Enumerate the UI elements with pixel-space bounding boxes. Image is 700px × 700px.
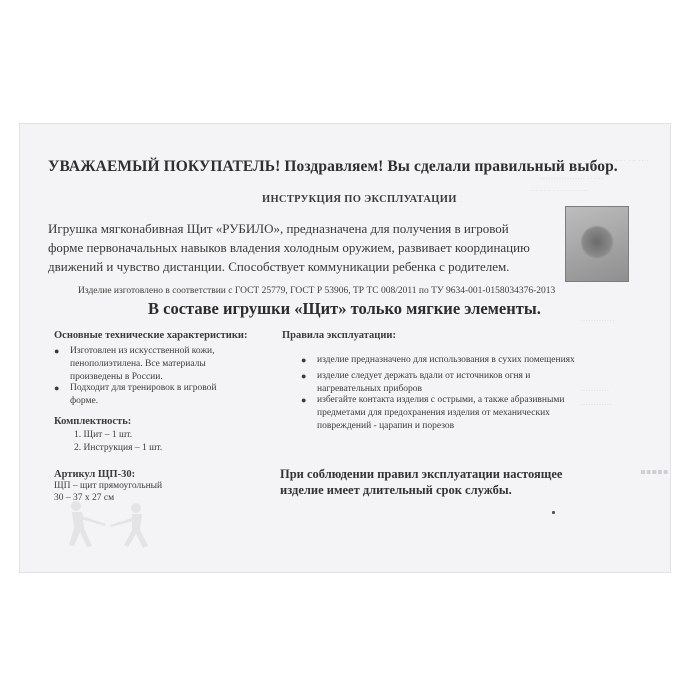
rules-line: избегайте контакта изделия с острыми, а также абразивными: [317, 395, 565, 405]
kit-item: 2. Инструкция – 1 шт.: [74, 443, 163, 453]
instruction-title: ИНСТРУКЦИЯ ПО ЭКСПЛУАТАЦИИ: [262, 194, 457, 205]
bullet-icon: ●: [54, 346, 60, 356]
article-line: ЩП – щит прямоугольный: [54, 481, 163, 491]
specs-line: Подходит для тренировок в игровой: [70, 383, 217, 393]
closing-line: При соблюдении правил эксплуатации настоящее: [280, 467, 563, 481]
intro-paragraph: [48, 219, 548, 276]
section-title: В составе игрушки «Щит» только мягкие элементы.: [148, 299, 541, 318]
bullet-icon: ●: [301, 395, 307, 405]
closing-line: изделие имеет длительный срок службы.: [280, 483, 512, 497]
article-title: Артикул ЩП-30:: [54, 469, 136, 480]
bleed-through-text: ·············: [580, 316, 615, 325]
rules-line: предметами для предохранения изделия от механических: [317, 408, 550, 418]
bleed-through-text: ···········: [580, 386, 610, 395]
print-speck: [552, 511, 555, 514]
intro-line: движений и чувство дистанции. Способствует коммуникации ребенка с родителем.: [48, 259, 510, 274]
intro-line: форме первоначальных навыков владения холодным оружием, развивает координацию: [48, 240, 530, 255]
specs-title: Основные технические характеристики:: [54, 330, 248, 341]
bleed-through-text: ········ ·············: [530, 186, 589, 195]
bleed-through-text: ············: [580, 400, 612, 409]
shield-with-eagle-emblem-icon: [565, 206, 629, 282]
headline: УВАЖАЕМЫЙ ПОКУПАТЕЛЬ! Поздравляем! Вы сделали правильный выбор.: [48, 158, 618, 175]
specs-item: [54, 382, 217, 408]
bullet-icon: ●: [301, 371, 307, 381]
kit-title: Комплектность:: [54, 416, 132, 427]
intro-line: Игрушка мягконабивная Щит «РУБИЛО», предназначена для получения в игровой: [48, 221, 509, 236]
bleed-through-text: ······ ··· ····: [610, 156, 650, 165]
specs-line: Изготовлен из искусственной кожи,: [70, 346, 215, 356]
instruction-sheet: [20, 124, 670, 572]
bullet-icon: ●: [301, 355, 307, 365]
rules-item: [301, 370, 531, 396]
rules-item: [301, 354, 575, 367]
closing-note: [280, 466, 562, 498]
rules-line: нагревательных приборов: [317, 384, 423, 394]
rules-line: изделие следует держать вдали от источников огня и: [317, 371, 531, 381]
rules-line: повреждений - царапин и порезов: [317, 421, 455, 431]
rules-line: изделие предназначено для использования в сухих помещениях: [317, 355, 575, 365]
gost-compliance-line: Изделие изготовлено в соответствии с ГОСТ 25779, ГОСТ Р 53906, ТР ТС 008/2011 по ТУ 9634-001-0158034376-2013: [78, 286, 556, 296]
eagle-emblem-icon: [580, 225, 614, 259]
bullet-icon: ●: [54, 383, 60, 393]
specs-line: форме.: [70, 396, 99, 406]
rules-title: Правила эксплуатации:: [282, 330, 396, 341]
bleed-through-heading: ▪▪▪▪▪: [640, 464, 669, 481]
fencers-silhouette-icon: [54, 494, 164, 554]
specs-line: пенополиэтилена. Все материалы: [70, 359, 206, 369]
specs-line: произведены в России.: [70, 372, 163, 382]
kit-item: 1. Щит – 1 шт.: [74, 430, 133, 440]
rules-item: [301, 394, 565, 433]
article-line: 30 – 37 x 27 см: [54, 493, 115, 503]
specs-item: [54, 345, 215, 384]
bleed-through-text: ················· ······: [540, 174, 604, 183]
